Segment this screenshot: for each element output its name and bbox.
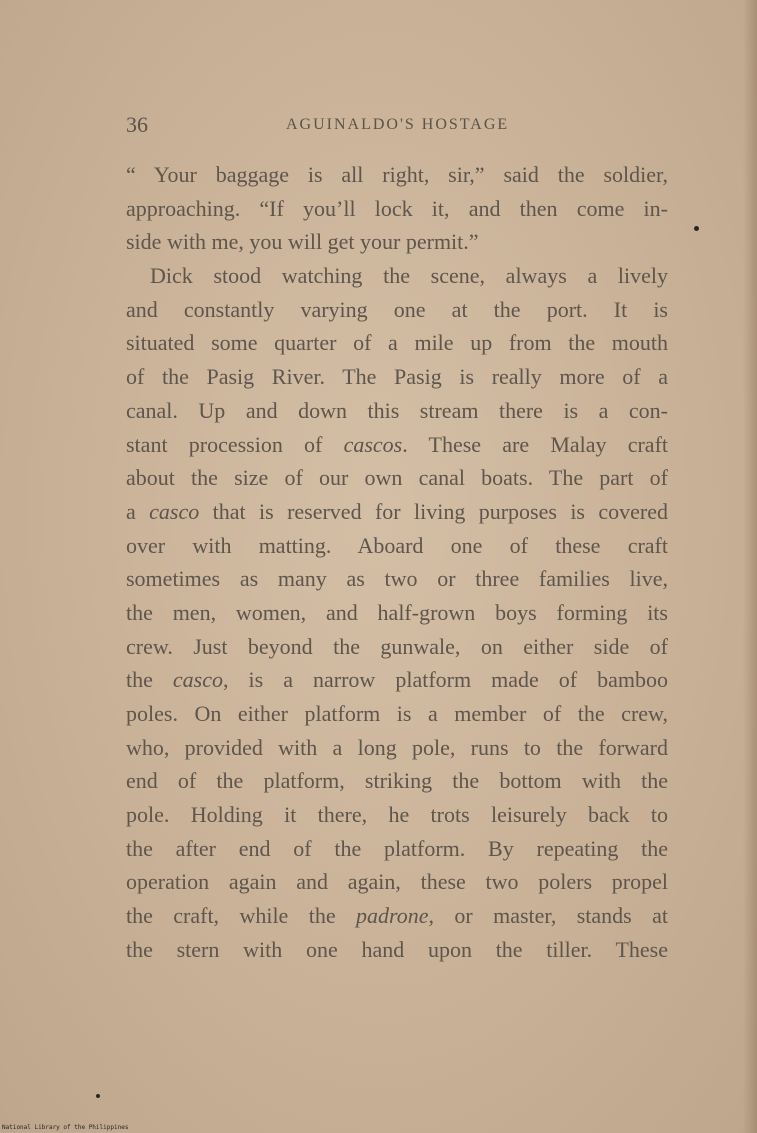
text-line: canal. Up and down this stream there is a con- [126,397,668,423]
page-number: 36 [126,112,148,137]
text-line: of the Pasig River. The Pasig is really more of a [126,364,668,390]
text-line: the stern with one hand upon the tiller. These [126,936,668,962]
text-line: situated some quarter of a mile up from the mouth [126,330,668,356]
text-line: crew. Just beyond the gunwale, on either side of [126,633,668,659]
text-line: operation again and again, these two polers propel [126,869,668,895]
running-header [126,112,666,142]
text-line: Dick stood watching the scene, always a lively [150,263,668,289]
text-line: the craft, while the padrone, or master, stands at [126,903,668,929]
text-line: and constantly varying one at the port. It is [126,296,668,322]
text-line: stant procession of cascos. These are Malay craft [126,431,669,457]
text-line: side with me, you will get your permit.” [126,229,479,255]
ink-speck [96,1094,100,1098]
ink-speck [694,226,699,231]
text-line: “ Your baggage is all right, sir,” said the soldier, [126,162,668,187]
text-line: about the size of our own canal boats. The part of [126,465,668,491]
running-title: AGUINALDO'S HOSTAGE [286,116,510,133]
text-line: the after end of the platform. By repeating the [126,835,668,861]
text-line: a casco that is reserved for living purposes is covered [126,498,669,524]
text-line: over with matting. Aboard one of these craft [126,532,668,558]
text-line: the casco, is a narrow platform made of bamboo [126,667,668,693]
body-text [126,158,668,967]
text-line: the men, women, and half-grown boys forming its [126,599,668,625]
text-line: approaching. “If you’ll lock it, and then come in- [126,195,668,221]
text-line: who, provided with a long pole, runs to the forward [126,734,668,760]
library-credit: National Library of the Philippines [2,1124,129,1131]
text-line: end of the platform, striking the bottom with the [126,768,668,794]
text-line: sometimes as many as two or three families live, [126,566,668,592]
text-line: pole. Holding it there, he trots leisurely back to [126,802,668,828]
page-edge-shadow [743,0,757,1133]
text-line: poles. On either platform is a member of the crew, [126,701,668,726]
